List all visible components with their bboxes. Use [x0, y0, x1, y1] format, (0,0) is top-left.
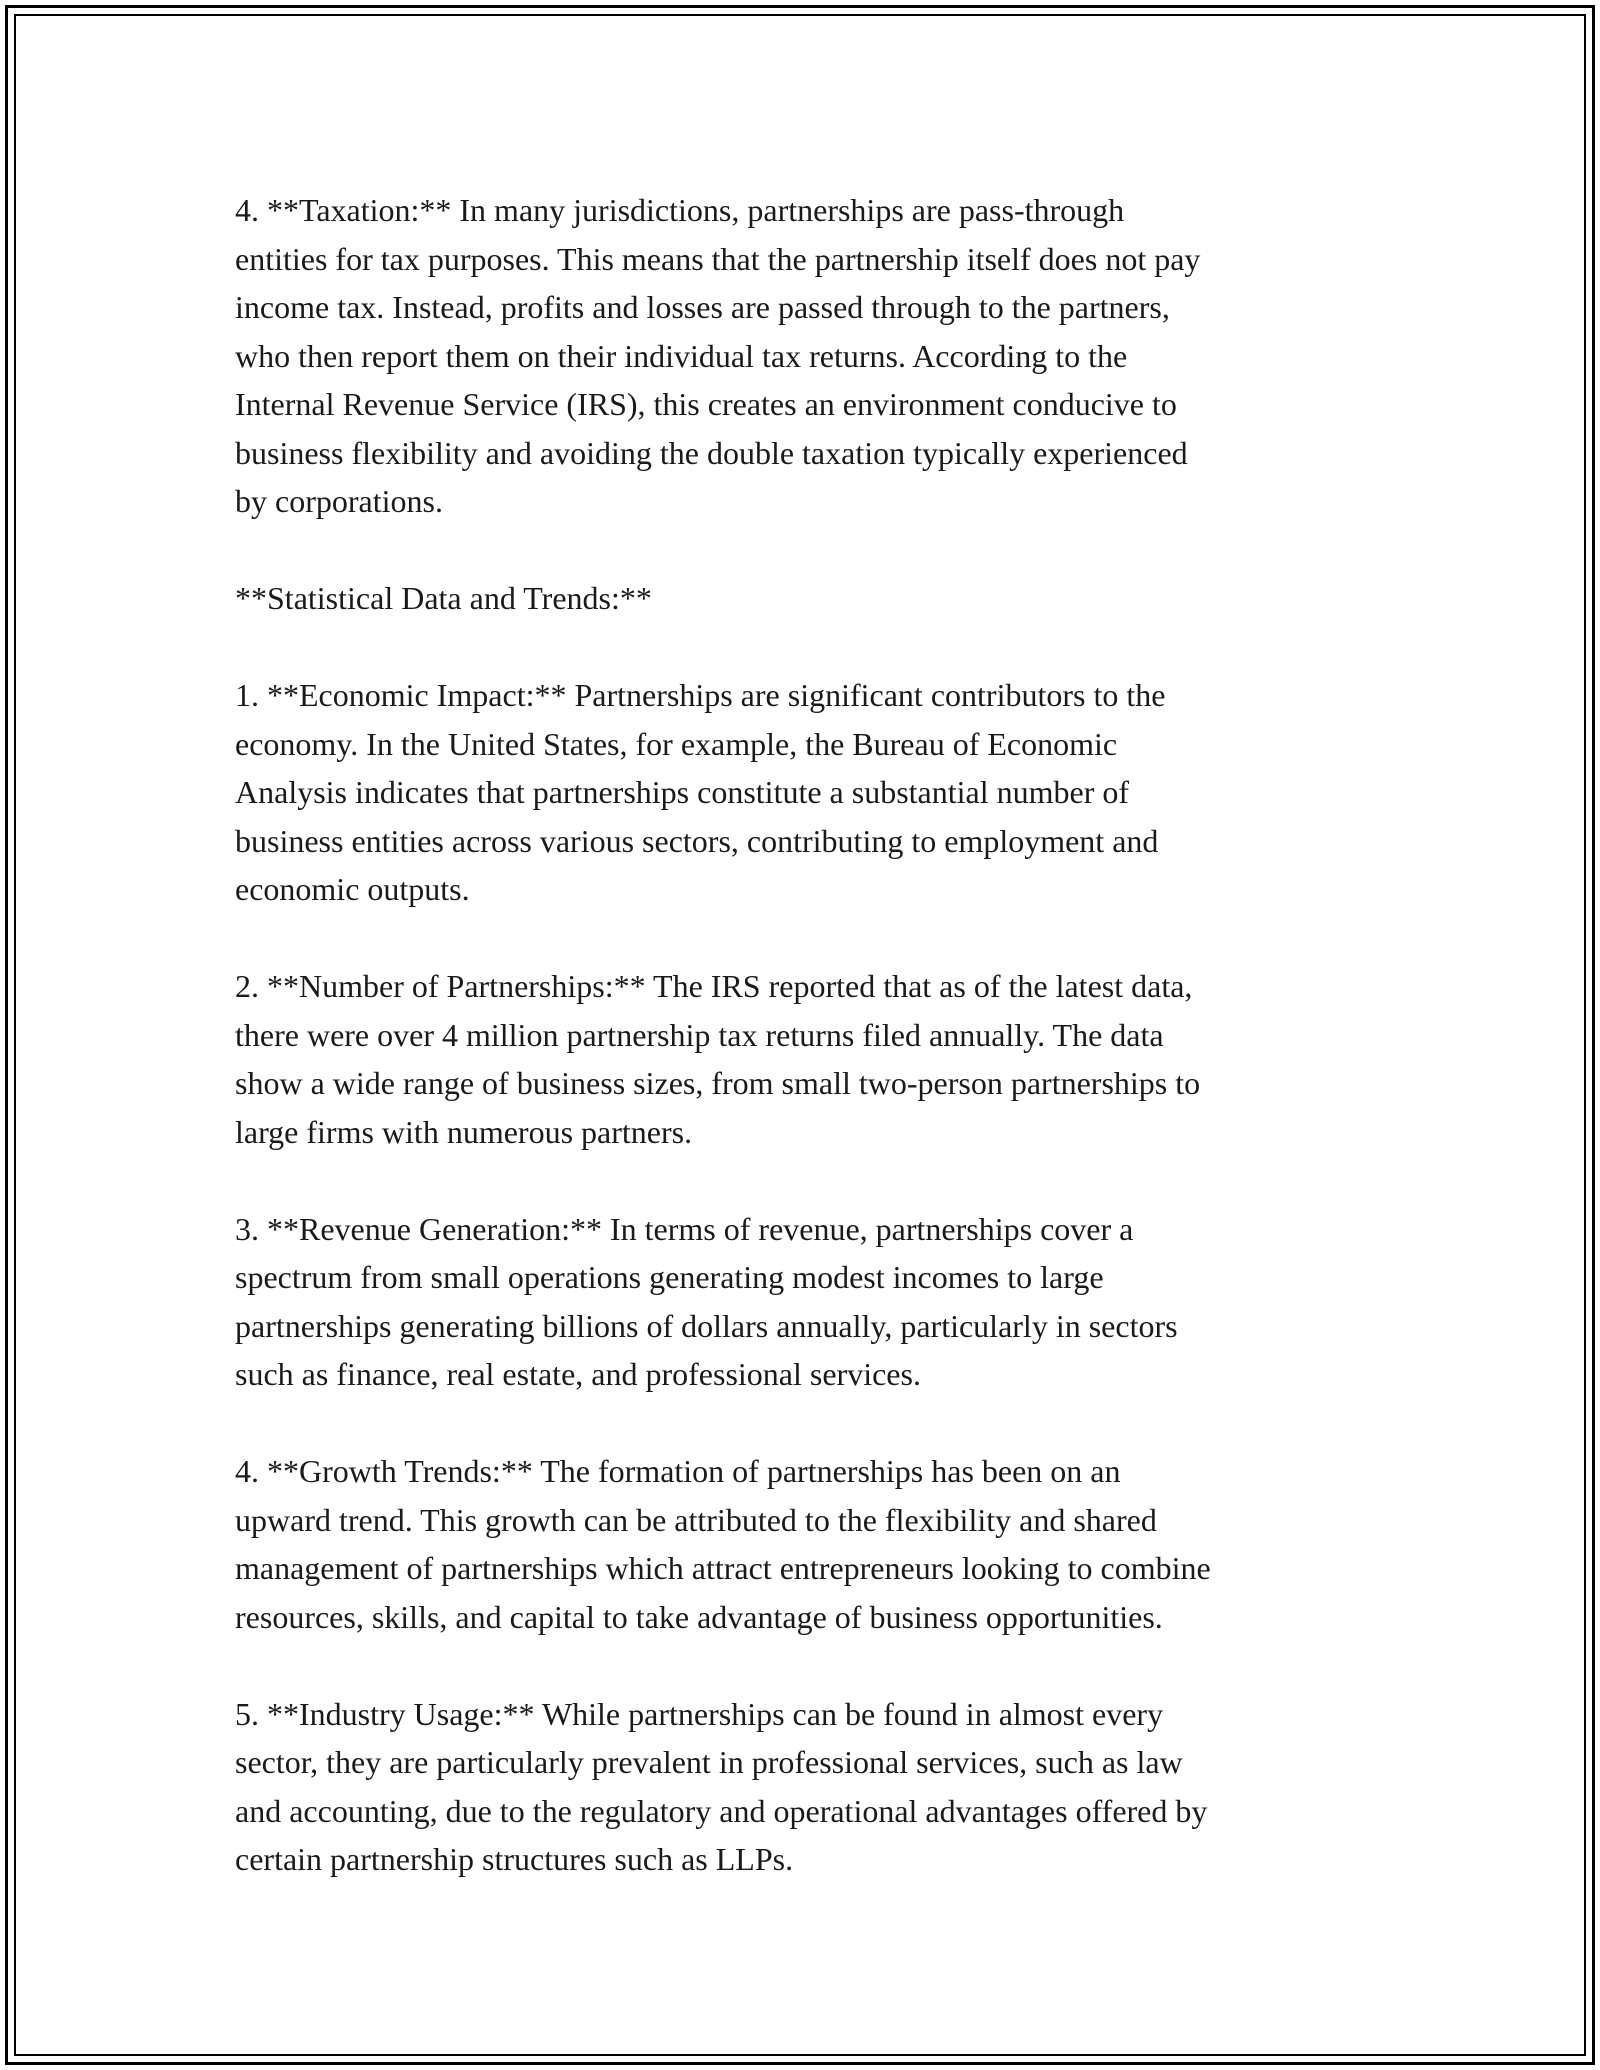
text-line: show a wide range of business sizes, from small two-person partnerships to	[235, 1065, 1201, 1101]
text-line: such as finance, real estate, and professional services.	[235, 1356, 921, 1392]
paragraph-number-of-partnerships	[235, 962, 1365, 1156]
text-line: 4. **Growth Trends:** The formation of partnerships has been on an	[235, 1453, 1121, 1489]
text-line: resources, skills, and capital to take advantage of business opportunities.	[235, 1598, 1163, 1635]
text-line: Analysis indicates that partnerships constitute a substantial number of	[235, 774, 1130, 810]
text-line: large firms with numerous partners.	[235, 1113, 693, 1150]
heading-line: **Statistical Data and Trends:**	[235, 580, 652, 616]
text-line: 4. **Taxation:** In many jurisdictions, partnerships are pass-through	[235, 192, 1125, 228]
text-line: 3. **Revenue Generation:** In terms of revenue, partnerships cover a	[235, 1210, 1134, 1247]
text-line: certain partnership structures such as LLPs.	[235, 1841, 794, 1877]
text-line: economic outputs.	[235, 871, 470, 907]
text-line: 2. **Number of Partnerships:** The IRS reported that as of the latest data,	[235, 968, 1193, 1004]
text-line: by corporations.	[235, 483, 443, 519]
text-line: entities for tax purposes. This means that the partnership itself does not pay	[235, 240, 1201, 277]
text-line: 5. **Industry Usage:** While partnerships can be found in almost every	[235, 1695, 1164, 1732]
text-line: sector, they are particularly prevalent in professional services, such as law	[235, 1744, 1183, 1780]
paragraph-industry-usage	[235, 1690, 1365, 1884]
text-line: 1. **Economic Impact:** Partnerships are significant contributors to the	[235, 677, 1166, 713]
document-body	[235, 186, 1365, 1884]
text-line: business flexibility and avoiding the double taxation typically experienced	[235, 434, 1188, 471]
paragraph-growth-trends	[235, 1447, 1365, 1641]
text-line: income tax. Instead, profits and losses are passed through to the partners,	[235, 289, 1170, 325]
paragraph-taxation	[235, 186, 1365, 526]
text-line: management of partnerships which attract entrepreneurs looking to combine	[235, 1550, 1211, 1586]
text-line: partnerships generating billions of dollars annually, particularly in sectors	[235, 1307, 1178, 1344]
text-line: economy. In the United States, for example, the Bureau of Economic	[235, 725, 1118, 762]
text-line: there were over 4 million partnership tax returns filed annually. The data	[235, 1016, 1164, 1053]
paragraph-revenue-generation	[235, 1205, 1365, 1399]
paragraph-economic-impact	[235, 671, 1365, 914]
text-line: who then report them on their individual tax returns. According to the	[235, 337, 1128, 374]
text-line: and accounting, due to the regulatory and operational advantages offered by	[235, 1792, 1208, 1829]
text-line: Internal Revenue Service (IRS), this creates an environment conducive to	[235, 386, 1177, 422]
text-line: business entities across various sectors, contributing to employment and	[235, 822, 1159, 859]
text-line: upward trend. This growth can be attributed to the flexibility and shared	[235, 1501, 1157, 1538]
section-heading-statistical-data	[235, 574, 1365, 623]
text-line: spectrum from small operations generating modest incomes to large	[235, 1259, 1104, 1295]
